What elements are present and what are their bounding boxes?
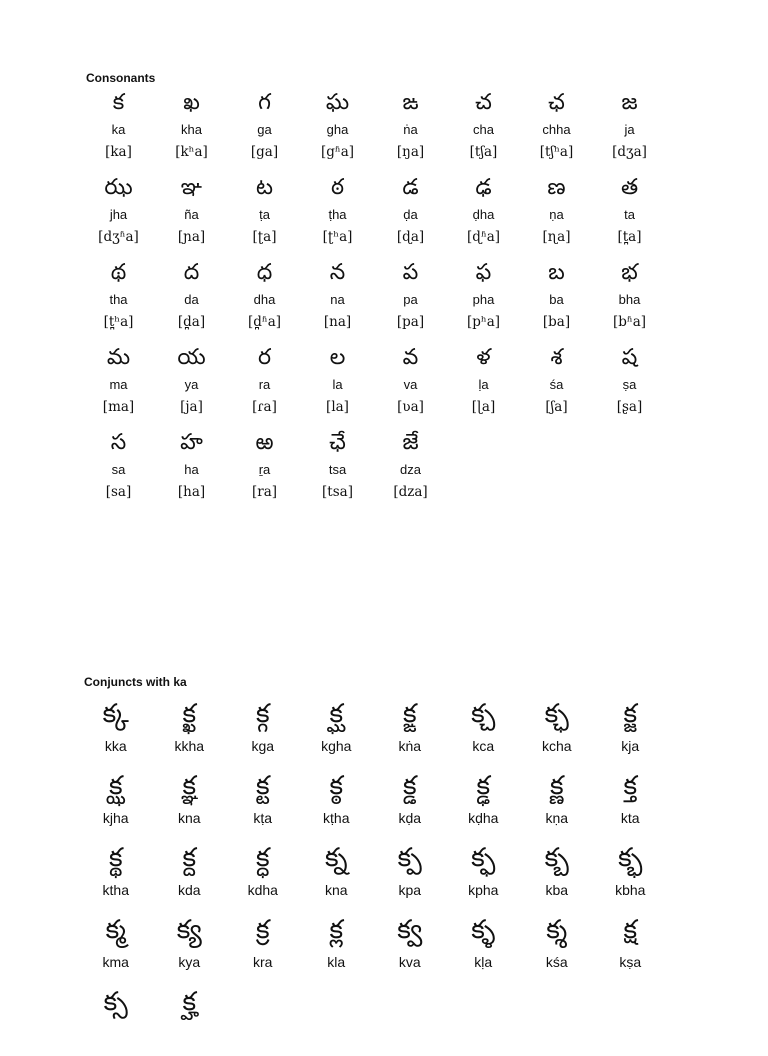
telugu-glyph: క్ఫ bbox=[471, 843, 496, 873]
consonant-cell bbox=[447, 343, 520, 428]
telugu-glyph: క్ఖ bbox=[182, 699, 197, 729]
consonant-cell bbox=[155, 343, 228, 428]
romanization: ṇa bbox=[549, 207, 564, 222]
ipa-transcription: [t̪a] bbox=[617, 229, 642, 245]
telugu-glyph: శ bbox=[550, 345, 563, 370]
telugu-glyph: క్త bbox=[623, 771, 638, 801]
romanization: ra bbox=[258, 377, 271, 392]
ipa-transcription: [ɭa] bbox=[471, 399, 496, 415]
telugu-glyph: క్ల bbox=[329, 915, 344, 945]
conjunct-cell bbox=[373, 840, 447, 912]
romanization: kgha bbox=[321, 738, 352, 754]
telugu-glyph: ద bbox=[183, 260, 200, 285]
romanization: ba bbox=[549, 292, 564, 307]
ipa-transcription: [ɾa] bbox=[252, 399, 277, 415]
conjuncts-grid bbox=[79, 696, 667, 1056]
telugu-glyph: క్ష bbox=[623, 915, 638, 945]
romanization: va bbox=[403, 377, 418, 392]
telugu-glyph: క్ట bbox=[255, 771, 270, 801]
telugu-glyph: క్ఘ bbox=[329, 699, 344, 729]
telugu-glyph: థ bbox=[110, 260, 127, 285]
ipa-transcription: [tʃʰa] bbox=[539, 144, 574, 160]
telugu-glyph: గ bbox=[258, 90, 271, 115]
romanization: dha bbox=[253, 292, 276, 307]
ipa-transcription: [ra] bbox=[251, 484, 278, 500]
ipa-transcription: [pa] bbox=[396, 314, 425, 330]
conjunct-cell bbox=[79, 768, 153, 840]
telugu-glyph: క్ధ bbox=[255, 843, 270, 873]
romanization: ḷa bbox=[478, 377, 489, 392]
conjunct-cell bbox=[447, 840, 521, 912]
conjunct-cell bbox=[79, 696, 153, 768]
telugu-glyph: క్థ bbox=[108, 843, 123, 873]
conjunct-cell bbox=[153, 768, 227, 840]
romanization: kṇa bbox=[545, 810, 569, 826]
consonant-cell bbox=[374, 258, 447, 343]
romanization: kva bbox=[398, 954, 421, 970]
consonant-cell bbox=[447, 258, 520, 343]
consonant-cell bbox=[301, 173, 374, 258]
consonant-cell bbox=[228, 88, 301, 173]
conjunct-cell bbox=[594, 768, 668, 840]
romanization: śa bbox=[549, 377, 564, 392]
consonant-cell bbox=[374, 428, 447, 513]
conjunct-cell bbox=[520, 840, 594, 912]
consonant-cell bbox=[520, 343, 593, 428]
consonant-cell bbox=[593, 343, 666, 428]
romanization: ya bbox=[184, 377, 199, 392]
romanization: kḍha bbox=[468, 810, 499, 826]
conjunct-cell bbox=[447, 696, 521, 768]
telugu-glyph: చ bbox=[475, 90, 492, 115]
telugu-glyph: మ bbox=[106, 345, 131, 370]
telugu-glyph: ఙ bbox=[402, 90, 419, 115]
consonant-cell bbox=[593, 88, 666, 173]
romanization: ka bbox=[111, 122, 126, 137]
telugu-glyph: ప bbox=[402, 260, 419, 285]
romanization: ṟa bbox=[258, 462, 271, 477]
ipa-transcription: [ʈʰa] bbox=[322, 229, 353, 245]
telugu-glyph: క్హ bbox=[182, 987, 197, 1017]
consonant-cell bbox=[82, 173, 155, 258]
romanization: ṭha bbox=[328, 207, 347, 222]
ipa-transcription: [ɲa] bbox=[177, 229, 206, 245]
telugu-glyph: ధ bbox=[256, 260, 273, 285]
romanization: kka bbox=[104, 738, 127, 754]
romanization: ma bbox=[109, 377, 128, 392]
romanization: kṅa bbox=[398, 738, 422, 754]
ipa-transcription: [ʋa] bbox=[397, 399, 424, 415]
romanization: jha bbox=[109, 207, 128, 222]
ipa-transcription: [tsa] bbox=[322, 484, 353, 500]
ipa-transcription: [ha] bbox=[177, 484, 206, 500]
telugu-glyph: ల bbox=[329, 345, 346, 370]
romanization: ktha bbox=[102, 882, 129, 898]
ipa-transcription: [ja] bbox=[180, 399, 203, 415]
conjunct-cell bbox=[520, 696, 594, 768]
romanization: chha bbox=[542, 122, 571, 137]
romanization: kṭa bbox=[253, 810, 273, 826]
telugu-glyph: వ bbox=[402, 345, 419, 370]
ipa-transcription: [ma] bbox=[102, 399, 135, 415]
telugu-glyph: త bbox=[620, 175, 639, 200]
telugu-glyph: య bbox=[177, 345, 206, 370]
ipa-transcription: [bʱa] bbox=[612, 314, 647, 330]
consonant-cell bbox=[374, 173, 447, 258]
conjunct-cell bbox=[520, 768, 594, 840]
ipa-transcription: [d̪a] bbox=[177, 314, 206, 330]
conjunct-cell bbox=[594, 912, 668, 984]
conjuncts-heading: Conjuncts with ka bbox=[84, 675, 187, 689]
conjunct-cell bbox=[373, 912, 447, 984]
telugu-glyph: స bbox=[110, 430, 127, 455]
romanization: ha bbox=[184, 462, 199, 477]
telugu-glyph: క bbox=[112, 90, 125, 115]
telugu-glyph: క్ద bbox=[182, 843, 197, 873]
telugu-glyph: క్జ bbox=[623, 699, 638, 729]
consonant-cell bbox=[374, 88, 447, 173]
ipa-transcription: [ʃa] bbox=[545, 399, 568, 415]
telugu-glyph: ర bbox=[257, 345, 272, 370]
conjunct-cell bbox=[594, 696, 668, 768]
telugu-glyph: హ bbox=[180, 430, 203, 455]
conjunct-cell bbox=[300, 840, 374, 912]
consonant-cell bbox=[155, 88, 228, 173]
romanization: kpha bbox=[468, 882, 499, 898]
consonant-cell bbox=[301, 258, 374, 343]
romanization: cha bbox=[473, 122, 494, 137]
romanization: tha bbox=[109, 292, 128, 307]
consonant-cell bbox=[82, 428, 155, 513]
conjunct-cell bbox=[153, 912, 227, 984]
ipa-transcription: [ɖa] bbox=[396, 229, 425, 245]
romanization: kta bbox=[620, 810, 640, 826]
romanization: kya bbox=[178, 954, 201, 970]
romanization: kca bbox=[472, 738, 495, 754]
telugu-glyph: ఘ bbox=[325, 90, 350, 115]
romanization: kcha bbox=[541, 738, 572, 754]
romanization: kdha bbox=[247, 882, 278, 898]
romanization: kna bbox=[177, 810, 201, 826]
conjunct-cell bbox=[300, 912, 374, 984]
romanization: kbha bbox=[615, 882, 646, 898]
conjunct-cell bbox=[373, 696, 447, 768]
romanization: ḍha bbox=[472, 207, 495, 222]
romanization: bha bbox=[618, 292, 641, 307]
ipa-transcription: [ʂa] bbox=[616, 399, 643, 415]
ipa-transcription: [ŋa] bbox=[396, 144, 425, 160]
consonant-cell bbox=[520, 88, 593, 173]
consonant-cell bbox=[593, 173, 666, 258]
romanization: ḍa bbox=[403, 207, 418, 222]
ipa-transcription: [t̪ʰa] bbox=[103, 314, 134, 330]
ipa-transcription: [la] bbox=[326, 399, 349, 415]
romanization: ja bbox=[624, 122, 635, 137]
conjunct-cell bbox=[447, 768, 521, 840]
romanization: ṣa bbox=[622, 377, 637, 392]
romanization: kkha bbox=[174, 738, 205, 754]
telugu-glyph: ఱ bbox=[255, 430, 274, 455]
telugu-glyph: క్మ bbox=[105, 915, 126, 945]
ipa-transcription: [ka] bbox=[105, 144, 132, 160]
telugu-glyph: ష bbox=[621, 345, 638, 370]
romanization: ṭa bbox=[259, 207, 270, 222]
telugu-glyph: క్ఛ bbox=[544, 699, 569, 729]
romanization: la bbox=[332, 377, 343, 392]
consonant-cell bbox=[301, 428, 374, 513]
romanization: pa bbox=[403, 292, 418, 307]
consonant-cell bbox=[82, 88, 155, 173]
romanization: ga bbox=[257, 122, 272, 137]
ipa-transcription: [ʈa] bbox=[252, 229, 277, 245]
consonant-cell bbox=[374, 343, 447, 428]
ipa-transcription: [dʒa] bbox=[612, 144, 647, 160]
telugu-glyph: క్భ bbox=[618, 843, 643, 873]
telugu-glyph: క్చ bbox=[471, 699, 496, 729]
ipa-transcription: [dza] bbox=[393, 484, 428, 500]
romanization: ta bbox=[624, 207, 635, 222]
romanization: kma bbox=[102, 954, 129, 970]
telugu-glyph: ళ bbox=[476, 345, 491, 370]
romanization: gha bbox=[326, 122, 349, 137]
conjunct-cell bbox=[447, 912, 521, 984]
consonant-cell bbox=[447, 173, 520, 258]
romanization: pha bbox=[472, 292, 495, 307]
conjunct-cell bbox=[594, 840, 668, 912]
telugu-glyph: డ bbox=[402, 175, 419, 200]
conjunct-cell bbox=[226, 696, 300, 768]
ipa-transcription: [gʱa] bbox=[320, 144, 355, 160]
telugu-glyph: ఛే bbox=[329, 430, 346, 455]
telugu-glyph: జ bbox=[621, 90, 638, 115]
ipa-transcription: [pʰa] bbox=[466, 314, 501, 330]
telugu-glyph: క్య bbox=[176, 915, 202, 945]
romanization: na bbox=[330, 292, 345, 307]
telugu-glyph: క్ర bbox=[255, 915, 270, 945]
telugu-glyph: క్శ bbox=[546, 915, 568, 945]
conjunct-cell bbox=[300, 696, 374, 768]
conjunct-cell bbox=[153, 696, 227, 768]
romanization: kha bbox=[181, 122, 202, 137]
conjunct-cell bbox=[226, 768, 300, 840]
romanization: kṭha bbox=[323, 810, 350, 826]
consonant-cell bbox=[228, 343, 301, 428]
ipa-transcription: [kʰa] bbox=[175, 144, 208, 160]
telugu-glyph: క్ఙ bbox=[402, 699, 417, 729]
consonant-cell bbox=[82, 258, 155, 343]
telugu-glyph: ఝ bbox=[104, 175, 133, 200]
consonant-cell bbox=[301, 343, 374, 428]
romanization: kjha bbox=[102, 810, 129, 826]
telugu-glyph: క్డ bbox=[402, 771, 417, 801]
telugu-glyph: క్గ bbox=[255, 699, 270, 729]
romanization: tsa bbox=[328, 462, 347, 477]
romanization: ña bbox=[184, 207, 199, 222]
romanization: kṣa bbox=[619, 954, 642, 970]
telugu-glyph: జే bbox=[402, 430, 419, 455]
consonants-heading: Consonants bbox=[86, 71, 156, 85]
romanization: ṅa bbox=[403, 122, 418, 137]
conjunct-cell bbox=[79, 984, 153, 1056]
romanization: kpa bbox=[398, 882, 422, 898]
telugu-glyph: క్క bbox=[102, 699, 129, 729]
romanization: kra bbox=[253, 954, 273, 970]
consonant-cell bbox=[520, 173, 593, 258]
romanization: kja bbox=[621, 738, 640, 754]
telugu-glyph: బ bbox=[548, 260, 565, 285]
romanization: da bbox=[184, 292, 199, 307]
conjunct-cell bbox=[226, 912, 300, 984]
romanization: dza bbox=[400, 462, 421, 477]
conjunct-cell bbox=[153, 840, 227, 912]
consonant-cell bbox=[228, 173, 301, 258]
telugu-glyph: ఫ bbox=[475, 260, 492, 285]
telugu-glyph: ణ bbox=[547, 175, 566, 200]
consonant-cell bbox=[301, 88, 374, 173]
consonants-grid bbox=[82, 88, 666, 513]
conjunct-cell bbox=[226, 840, 300, 912]
ipa-transcription: [ba] bbox=[542, 314, 571, 330]
telugu-glyph: ఢ bbox=[475, 175, 492, 200]
consonant-cell bbox=[82, 343, 155, 428]
telugu-glyph: క్ఝ bbox=[108, 771, 123, 801]
conjunct-cell bbox=[520, 912, 594, 984]
conjunct-cell bbox=[79, 840, 153, 912]
ipa-transcription: [tʃa] bbox=[469, 144, 498, 160]
conjunct-cell bbox=[300, 768, 374, 840]
telugu-glyph: క్న bbox=[324, 843, 348, 873]
telugu-glyph: క్బ bbox=[544, 843, 569, 873]
telugu-glyph: క్ఞ bbox=[182, 771, 197, 801]
ipa-transcription: [ga] bbox=[250, 144, 279, 160]
consonant-cell bbox=[155, 173, 228, 258]
romanization: kḷa bbox=[474, 954, 493, 970]
romanization: kba bbox=[545, 882, 569, 898]
telugu-glyph: క్ఠ bbox=[329, 771, 344, 801]
conjunct-cell bbox=[153, 984, 227, 1056]
telugu-glyph: ఛ bbox=[548, 90, 565, 115]
romanization: kna bbox=[324, 882, 348, 898]
consonant-cell bbox=[155, 428, 228, 513]
telugu-glyph: క్ణ bbox=[549, 771, 564, 801]
consonant-cell bbox=[228, 258, 301, 343]
consonant-cell bbox=[447, 88, 520, 173]
telugu-glyph: క్స bbox=[103, 987, 128, 1017]
ipa-transcription: [dʒʱa] bbox=[98, 229, 139, 245]
romanization: sa bbox=[111, 462, 126, 477]
romanization: kda bbox=[177, 882, 201, 898]
telugu-glyph: ట bbox=[256, 175, 273, 200]
telugu-glyph: క్ఢ bbox=[476, 771, 491, 801]
romanization: kḍa bbox=[398, 810, 422, 826]
ipa-transcription: [d̪ʱa] bbox=[247, 314, 282, 330]
ipa-transcription: [sa] bbox=[105, 484, 132, 500]
telugu-glyph: క్వ bbox=[397, 915, 423, 945]
ipa-transcription: [ɖʱa] bbox=[466, 229, 501, 245]
conjunct-cell bbox=[79, 912, 153, 984]
consonant-cell bbox=[520, 258, 593, 343]
telugu-glyph: భ bbox=[621, 260, 638, 285]
telugu-glyph: క్ళ bbox=[471, 915, 496, 945]
telugu-glyph: ఠ bbox=[330, 175, 345, 200]
consonant-cell bbox=[228, 428, 301, 513]
romanization: kśa bbox=[545, 954, 568, 970]
romanization: kla bbox=[327, 954, 346, 970]
romanization: kga bbox=[251, 738, 275, 754]
telugu-glyph: క్ప bbox=[397, 843, 422, 873]
consonant-cell bbox=[155, 258, 228, 343]
telugu-glyph: ఖ bbox=[183, 90, 200, 115]
conjunct-cell bbox=[373, 768, 447, 840]
ipa-transcription: [ɳa] bbox=[542, 229, 571, 245]
ipa-transcription: [na] bbox=[323, 314, 352, 330]
telugu-glyph: న bbox=[329, 260, 346, 285]
consonant-cell bbox=[593, 258, 666, 343]
telugu-glyph: ఞ bbox=[180, 175, 203, 200]
